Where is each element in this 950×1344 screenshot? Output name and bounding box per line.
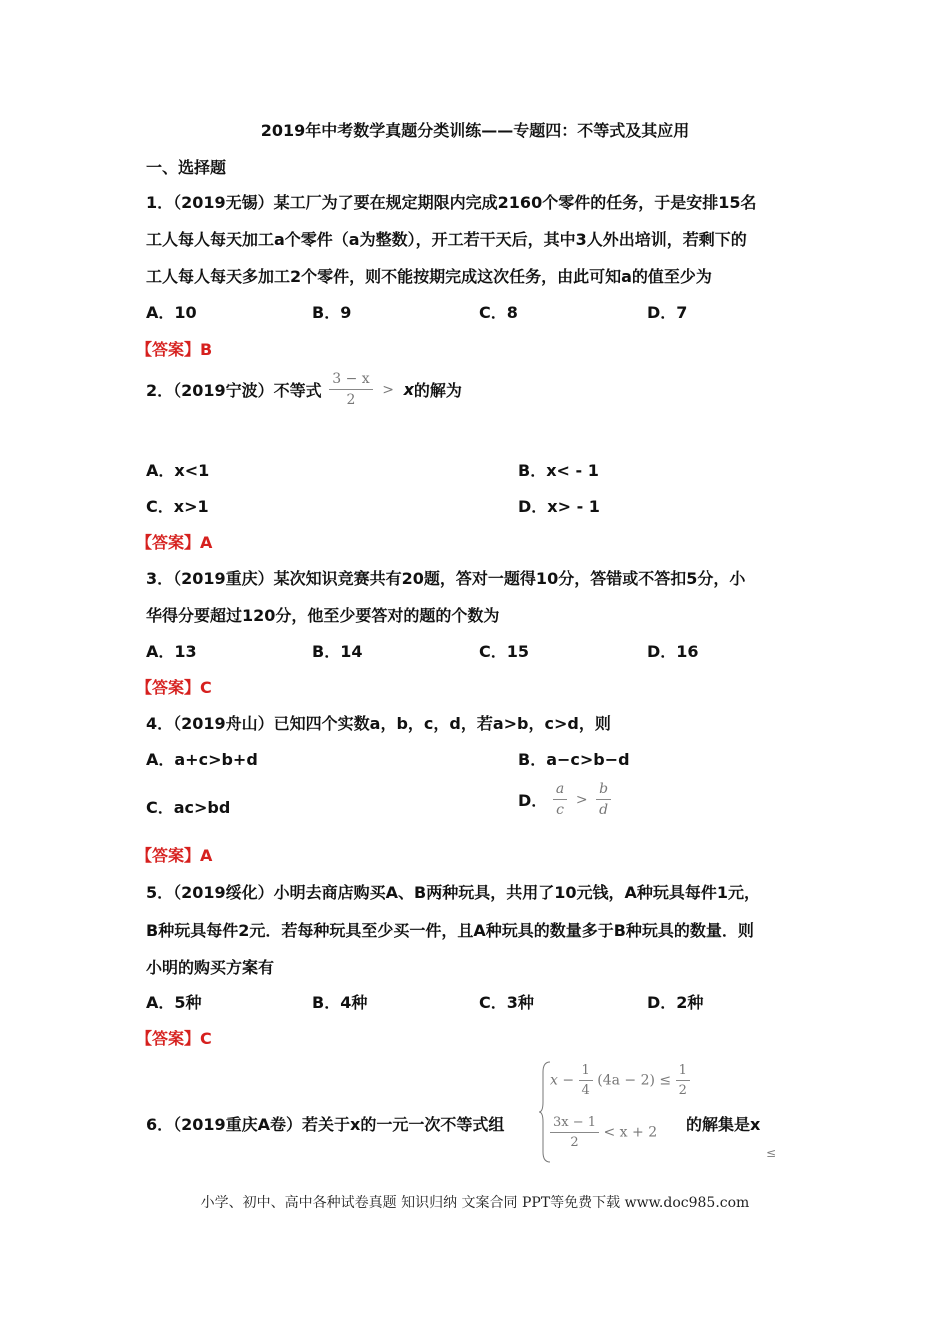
q5-answer [136, 1026, 212, 1049]
q1-answer [136, 337, 212, 360]
q6-suffix: 的解集是x [686, 1115, 761, 1134]
q5-option-a: A．5种 [146, 993, 202, 1012]
q4-fraction-b-d [596, 782, 611, 817]
answer-letter: A [200, 846, 213, 865]
fraction-numerator: 3 − x [329, 372, 372, 390]
q2-answer [136, 530, 212, 553]
fraction-numerator: a [553, 782, 567, 800]
q1-option-d: D．7 [647, 303, 688, 322]
fraction-denominator: 2 [570, 1135, 579, 1150]
q2-option-a: A．x<1 [146, 461, 210, 480]
q5-option-b: B．4种 [312, 993, 368, 1012]
q3-answer [136, 675, 212, 698]
q4-option-b: B．a−c>b−d [518, 750, 630, 769]
q2-option-d: D．x> - 1 [518, 497, 600, 516]
q1-line-3: 工人每人每天多加工2个零件，则不能按期完成这次任务，由此可知a的值至少为 [146, 267, 712, 286]
q5-option-d: D．2种 [647, 993, 704, 1012]
fraction-denominator: d [599, 802, 609, 818]
q1-option-c: C．8 [479, 303, 518, 322]
q3-option-c: C．15 [479, 642, 530, 661]
eq2-right: < x + 2 [603, 1124, 658, 1141]
answer-prefix: 【答案】 [136, 533, 201, 552]
q3-option-d: D．16 [647, 642, 699, 661]
q4-option-c: C．ac>bd [146, 798, 231, 817]
eq1-left: x − [550, 1072, 575, 1089]
page-title: 2019年中考数学真题分类训练——专题四：不等式及其应用 [260, 121, 690, 140]
answer-prefix: 【答案】 [136, 340, 201, 359]
q4-option-d [518, 782, 611, 817]
q2-fraction [329, 372, 372, 407]
q5-line-3: 小明的购买方案有 [146, 958, 275, 977]
greater-than-symbol: > [575, 791, 588, 808]
q5-line-1: 5．（2019绥化）小明去商店购买A、B两种玩具，共用了10元钱，A种玩具每件1元， [146, 883, 761, 902]
q4-option-a: A．a+c>b+d [146, 750, 258, 769]
q2-variable: x [403, 380, 414, 399]
q2-option-b: B．x< - 1 [518, 461, 599, 480]
q2-suffix: 的解为 [413, 381, 462, 400]
page-footer: 小学、初中、高中各种试卷真题 知识归纳 文案合同 PPT等免费下载 www.doc985.com [200, 1195, 750, 1211]
q1-option-b: B．9 [312, 303, 352, 322]
q5-line-2: B种玩具每件2元．若每种玩具至少买一件，且A种玩具的数量多于B种玩具的数量．则 [146, 921, 754, 940]
q4-fraction-a-c [553, 782, 567, 817]
q6-inequality-1 [550, 1064, 690, 1097]
answer-letter: B [200, 340, 213, 359]
q3-line-2: 华得分要超过120分，他至少要答对的题的个数为 [146, 606, 500, 625]
q3-option-a: A．13 [146, 642, 197, 661]
q3-line-1: 3．（2019重庆）某次知识竞赛共有20题，答对一题得10分，答错或不答扣5分，小 [146, 569, 746, 588]
answer-prefix: 【答案】 [136, 1029, 201, 1048]
q1-line-1: 1．（2019无锡）某工厂为了要在规定期限内完成2160个零件的任务，于是安排15名 [146, 193, 757, 212]
q4-option-d-label: D． [518, 791, 548, 810]
answer-prefix: 【答案】 [136, 846, 201, 865]
eq1-right-fraction [676, 1064, 690, 1097]
q5-option-c: C．3种 [479, 993, 534, 1012]
fraction-numerator: b [596, 782, 611, 800]
answer-letter: C [200, 1029, 212, 1048]
q1-line-2: 工人每人每天加工a个零件（a为整数），开工若干天后，其中3人外出培训，若剩下的 [146, 230, 747, 249]
fraction-denominator: 4 [581, 1083, 590, 1098]
eq1-middle: (4a − 2) ≤ [597, 1072, 672, 1089]
answer-letter: C [200, 678, 212, 697]
fraction-denominator: c [556, 802, 564, 818]
q4-line-1: 4．（2019舟山）已知四个实数a，b，c，d，若a>b，c>d，则 [146, 714, 611, 733]
answer-prefix: 【答案】 [136, 678, 201, 697]
q6-inequality-system [538, 1060, 688, 1164]
q1-option-a: A．10 [146, 303, 197, 322]
less-equal-symbol: ≤ [766, 1146, 777, 1160]
fraction-denominator: 2 [346, 392, 356, 408]
fraction-numerator: 1 [676, 1064, 690, 1081]
q3-option-b: B．14 [312, 642, 363, 661]
section-heading: 一、选择题 [146, 158, 227, 177]
q6-prefix: 6．（2019重庆A卷）若关于x的一元一次不等式组 [146, 1115, 505, 1134]
q4-answer [136, 843, 212, 866]
q2-stem [146, 372, 462, 407]
greater-than-symbol: > [382, 381, 394, 398]
q2-prefix: 2．（2019宁波）不等式 [146, 381, 322, 400]
fraction-numerator: 3x − 1 [550, 1116, 599, 1133]
fraction-numerator: 1 [579, 1064, 593, 1081]
fraction-denominator: 2 [678, 1083, 687, 1098]
q2-option-c: C．x>1 [146, 497, 209, 516]
q6-inequality-2 [550, 1116, 657, 1149]
eq2-fraction [550, 1116, 599, 1149]
answer-letter: A [200, 533, 213, 552]
eq1-fraction [579, 1064, 593, 1097]
